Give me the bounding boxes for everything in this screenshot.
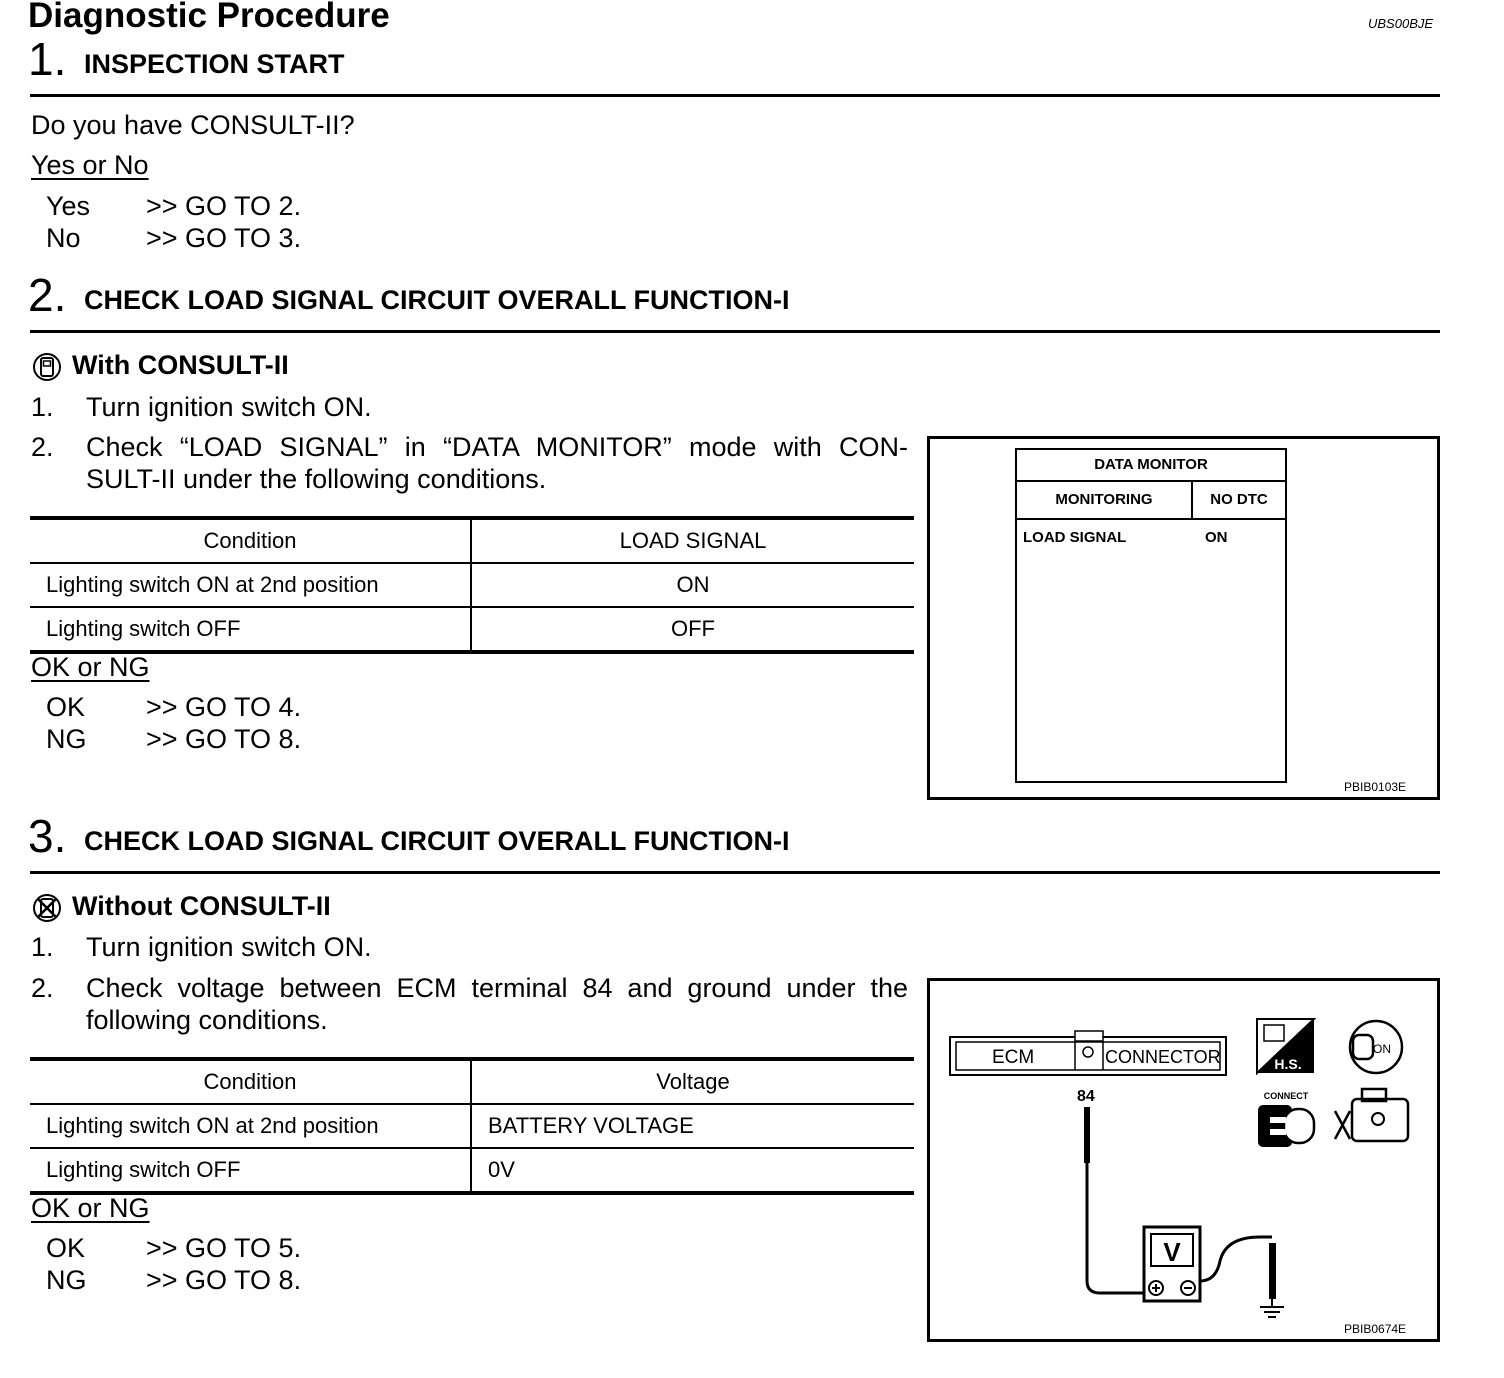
probe (1084, 1107, 1090, 1163)
table-header: Condition (30, 1059, 471, 1104)
answer-label: Yes (46, 191, 91, 221)
document-id: UBS00BJE (1368, 16, 1434, 31)
answer-action[interactable]: >> GO TO 2. (146, 191, 302, 221)
monitor-title: DATA MONITOR (1017, 450, 1285, 482)
connector-label: CONNECTOR (1105, 1047, 1221, 1067)
answer-heading: OK or NG (31, 1193, 150, 1223)
table-row (30, 1148, 914, 1193)
table-cell: ON (471, 563, 914, 607)
table-cell: Lighting switch ON at 2nd position (30, 563, 471, 607)
divider (30, 94, 1440, 97)
connect-connector-icon (1258, 1091, 1314, 1147)
voltmeter-label: V (1163, 1237, 1181, 1267)
no-consult-tool-icon (32, 893, 62, 923)
step-title: CHECK LOAD SIGNAL CIRCUIT OVERALL FUNCTION-I (84, 285, 790, 315)
monitor-item-value: ON (1205, 529, 1228, 546)
step-number: 1. (28, 33, 67, 85)
ignition-on-icon (1350, 1021, 1402, 1073)
data-monitor-figure (927, 436, 1440, 800)
black-lead (1200, 1237, 1272, 1281)
voltage-check-figure (927, 978, 1440, 1342)
ground-probe (1269, 1243, 1276, 1299)
instruction-text: Turn ignition switch ON. (86, 392, 372, 422)
figure-id: PBIB0103E (1344, 780, 1407, 794)
instruction-number: 2. (31, 432, 54, 462)
red-lead (1087, 1163, 1144, 1293)
condition-table (30, 1057, 914, 1195)
answer-label: NG (46, 724, 87, 754)
svg-text:CONNECT: CONNECT (1263, 1091, 1309, 1101)
table-cell: Lighting switch ON at 2nd position (30, 1104, 471, 1148)
table-cell: OFF (471, 607, 914, 652)
table-header: Voltage (471, 1059, 914, 1104)
instruction-text-cont: following conditions. (86, 1005, 328, 1035)
step-title: INSPECTION START (84, 49, 345, 79)
step-number: 2. (28, 269, 67, 321)
answer-label: OK (46, 1233, 86, 1263)
harness-side-icon (1257, 1019, 1314, 1073)
engine-stopped-icon (1335, 1089, 1408, 1141)
table-cell: BATTERY VOLTAGE (471, 1104, 914, 1148)
instruction-text: Check voltage between ECM terminal 84 and ground under the (86, 973, 908, 1003)
page-title: Diagnostic Procedure (28, 0, 390, 35)
instruction-number: 2. (31, 973, 54, 1003)
table-row (30, 563, 914, 607)
answer-label: OK (46, 692, 86, 722)
answer-action[interactable]: >> GO TO 8. (146, 724, 302, 754)
answer-action[interactable]: >> GO TO 5. (146, 1233, 302, 1263)
instruction-text-cont: SULT-II under the following conditions. (86, 464, 547, 494)
divider (30, 871, 1440, 874)
table-header: Condition (30, 518, 471, 563)
answer-heading: Yes or No (31, 150, 149, 180)
table-cell: Lighting switch OFF (30, 607, 471, 652)
answer-action[interactable]: >> GO TO 8. (146, 1265, 302, 1295)
svg-text:H.S.: H.S. (1274, 1056, 1302, 1072)
instruction-number: 1. (31, 392, 54, 422)
svg-text:ON: ON (1373, 1042, 1391, 1056)
mode-label: Without CONSULT-II (72, 891, 331, 921)
divider (30, 330, 1440, 333)
connector-latch (1075, 1031, 1103, 1041)
monitor-screen (1015, 448, 1287, 783)
mode-label: With CONSULT-II (72, 350, 289, 380)
question: Do you have CONSULT-II? (31, 110, 355, 140)
step-title: CHECK LOAD SIGNAL CIRCUIT OVERALL FUNCTION-I (84, 826, 790, 856)
terminal-number: 84 (1077, 1088, 1095, 1105)
monitor-item-name: LOAD SIGNAL (1023, 529, 1127, 546)
table-cell: Lighting switch OFF (30, 1148, 471, 1193)
instruction-number: 1. (31, 932, 54, 962)
consult-tool-icon (32, 352, 62, 382)
wiring-diagram (930, 981, 1437, 1339)
table-header: LOAD SIGNAL (471, 518, 914, 563)
table-row (30, 1104, 914, 1148)
answer-label: NG (46, 1265, 87, 1295)
instruction-text: Check “LOAD SIGNAL” in “DATA MONITOR” mode with CON- (86, 432, 908, 462)
answer-heading: OK or NG (31, 652, 150, 682)
instruction-text: Turn ignition switch ON. (86, 932, 372, 962)
condition-table (30, 516, 914, 654)
answer-action[interactable]: >> GO TO 3. (146, 223, 302, 253)
answer-label: No (46, 223, 81, 253)
monitor-col-right: NO DTC (1193, 482, 1285, 520)
answer-action[interactable]: >> GO TO 4. (146, 692, 302, 722)
monitor-col-left: MONITORING (1017, 482, 1193, 520)
step-number: 3. (28, 810, 67, 862)
figure-id: PBIB0674E (1344, 1322, 1407, 1336)
table-row (30, 607, 914, 652)
ecm-label: ECM (992, 1047, 1035, 1068)
table-cell: 0V (471, 1148, 914, 1193)
